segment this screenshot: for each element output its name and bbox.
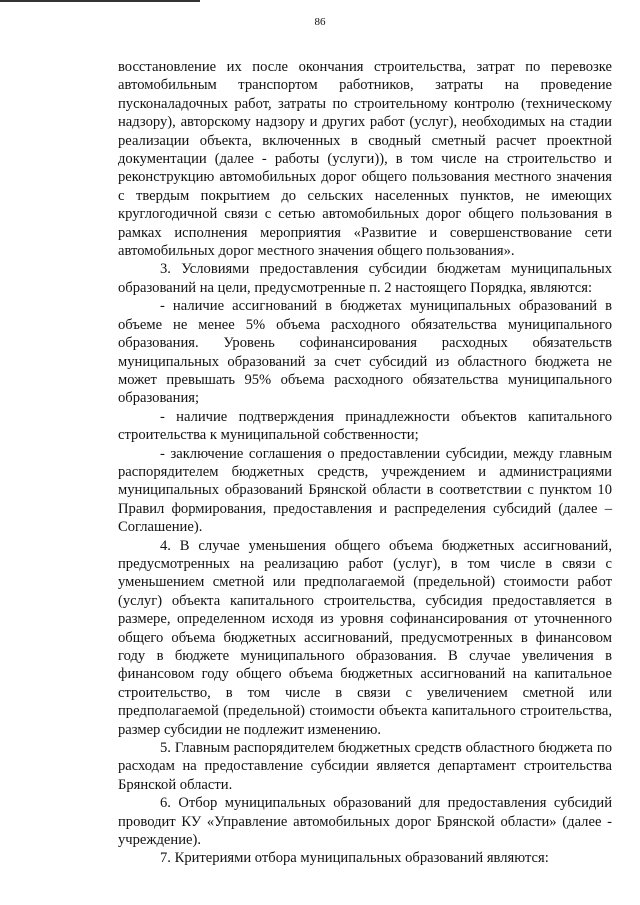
document-body [118, 58, 612, 868]
paragraph-3-item-1: - наличие ассигнований в бюджетах муниципальных образований в объеме не менее 5% объема расходного обязательства муниципального образования. Уровень софинансирования расходных обязательств муниципальных образований за счет субсидий из областного бюджета не может превышать 95% объема расходного обязательства муниципального образования; [118, 298, 612, 407]
paragraph-5: 5. Главным распорядителем бюджетных средств областного бюджета по расходам на предоставление субсидии является департамент строительства Брянской области. [118, 740, 612, 793]
paragraph-6: 6. Отбор муниципальных образований для предоставления субсидий проводит КУ «Управление автомобильных дорог Брянской области» (далее - учреждение). [118, 795, 612, 849]
page-number: 86 [314, 16, 326, 28]
paragraph-continuation: восстановление их после окончания строительства, затрат по перевозке автомобильным транспортом работников, затраты на проведение пусконаладочных работ, затраты по строительному контролю (техническому надзору), авторскому надзору и других работ (услуг), необходимых на стадии реализации объекта, включенных в сводный сметный расчет проектной документации (далее - работы (услуги)), в том числе на строительство и реконструкцию автомобильных дорог общего пользования местного значения с твердым покрытием до сельских населенных пунктов, не имеющих круглогодичной связи с сетью автомобильных дорог общего пользования в рамках исполнения мероприятия «Развитие и совершенствование сети автомобильных дорог местного значения общего пользования». [118, 59, 612, 260]
top-rule [0, 0, 200, 2]
paragraph-7: 7. Критериями отбора муниципальных образований являются: [160, 850, 549, 867]
paragraph-4: 4. В случае уменьшения общего объема бюджетных ассигнований, предусмотренных на реализацию работ (услуг), в том числе в связи с уменьшением сметной или предполагаемой (предельной) стоимости работ (услуг) объекта капитального строительства, субсидия предоставляется в размере, определенном исходя из уровня софинансирования от уточненного общего объема бюджетных ассигнований, предусмотренных в финансовом году в бюджете муниципального образования. В случае увеличения в финансовом году общего объема бюджетных ассигнований на капитальное строительство, в том числе в связи с увеличением сметной или предполагаемой (предельной) стоимости объекта капитального строительства, размер субсидии не подлежит изменению. [118, 537, 612, 738]
paragraph-3-item-3: - заключение соглашения о предоставлении субсидии, между главным распорядителем бюджетных средств, учреждением и администрациями муниципальных образований Брянской области в соответствии с пунктом 10 Правил формирования, предоставления и распределения субсидий (далее – Соглашение). [118, 445, 612, 536]
paragraph-3: 3. Условиями предоставления субсидии бюджетам муниципальных образований на цели, предусмотренные п. 2 настоящего Порядка, являются: [118, 261, 612, 296]
paragraph-3-item-2: - наличие подтверждения принадлежности объектов капитального строительства к муниципальной собственности; [118, 408, 612, 444]
